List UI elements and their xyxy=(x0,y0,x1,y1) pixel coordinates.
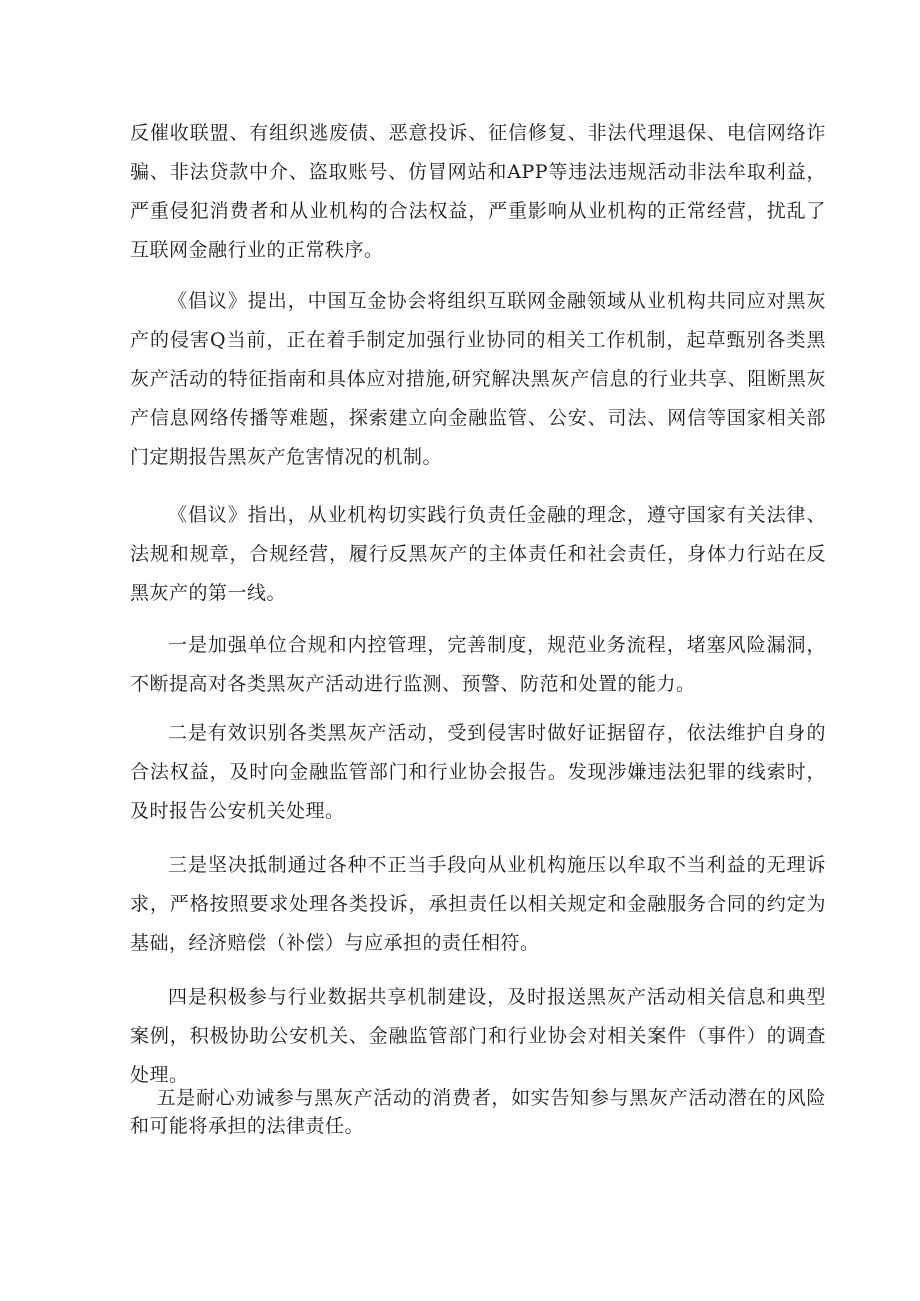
paragraph-item-three: 三是坚决抵制通过各种不正当手段向从业机构施压以牟取不当利益的无理诉求，严格按照要求处理各类投诉，承担责任以相关规定和金融服务合同的约定为基础，经济赔偿（补偿）与应承担的责任相符。 xyxy=(130,854,826,954)
paragraph-intro-continuation: 反催收联盟、有组织逃废债、恶意投诉、征信修复、非法代理退保、电信网络诈骗、非法贷款中介、盗取账号、仿冒网站和APP等违法违规活动非法牟取利益，严重侵犯消费者和从业机构的合法权益，严重影响从业机构的正常经营，扰乱了互联网金融行业的正常秩序。 xyxy=(130,122,826,261)
paragraph-initiative-points: 《倡议》指出，从业机构切实践行负责任金融的理念，遵守国家有关法律、法规和规章，合规经营，履行反黑灰产的主体责任和社会责任，身体力行站在反黑灰产的第一线。 xyxy=(130,504,826,604)
paragraph-item-two: 二是有效识别各类黑灰产活动，受到侵害时做好证据留存，依法维护自身的合法权益，及时向金融监管部门和行业协会报告。发现涉嫌违法犯罪的线索时，及时报告公安机关处理。 xyxy=(130,722,826,822)
paragraph-item-four: 四是积极参与行业数据共享机制建设，及时报送黑灰产活动相关信息和典型案例，积极协助公安机关、金融监管部门和行业协会对相关案件（事件）的调查处理。 xyxy=(130,986,826,1086)
paragraph-proposal: 《倡议》提出，中国互金协会将组织互联网金融领域从业机构共同应对黑灰产的侵害Q当前，正在着手制定加强行业协同的相关工作机制，起草甄别各类黑灰产活动的特征指南和具体应对措施,研究解决黑灰产信息的行业共享、阻断黑灰产信息网络传播等难题，探索建立向金融监管、公安、司法、网信等国家相关部门定期报告黑灰产危害情况的机制。 xyxy=(130,290,826,468)
paragraph-item-five: 五是耐心劝诫参与黑灰产活动的消费者，如实告知参与黑灰产活动潜在的风险和可能将承担的法律责任。 xyxy=(130,1087,826,1137)
paragraph-item-one: 一是加强单位合规和内控管理，完善制度，规范业务流程，堵塞风险漏洞，不断提高对各类黑灰产活动进行监测、预警、防范和处置的能力。 xyxy=(130,634,826,695)
